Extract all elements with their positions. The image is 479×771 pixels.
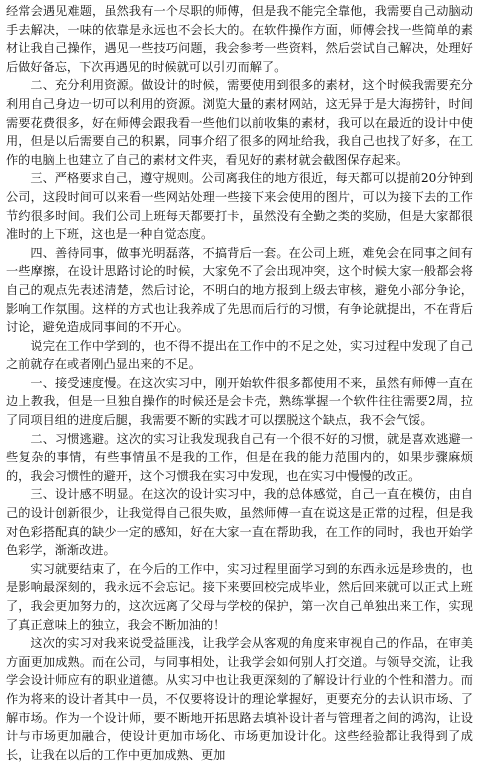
- paragraph-continuation: 经常会遇见难题，虽然我有一个尽职的师傅，但是我不能完全靠他，我需要自己动脑动手去解决，一味的依靠是永远也不会长大的。在软件操作方面，师傅会找一些简单的素材让我自己操作，遇见一些技巧问题，我会参考一些资料，然后尝试自己解决，处理好后做好备忘，下次再遇见的时候就可以引刃而解了。: [6, 4, 473, 74]
- paragraph-slow-learning: 一、接受速度慢。在这次实习中，刚开始软件很多都使用不来，虽然有师傅一直在边上教我，但是一旦独自操作的时候还是会卡壳，熟练掌握一个软件往往需要2周，拉了同项目组的进度后腿，我需要不断的实践才可以摆脱这个缺点，我不会气馁。: [6, 375, 473, 428]
- paragraph-treat-colleagues-well: 四、善待同事，做事光明磊落，不搞背后一套。在公司上班，难免会在同事之间有一些摩擦，在设计思路讨论的时候，大家免不了会出现冲突，这个时候大家一般都会将自己的观点先表述清楚，然后讨论，不明白的地方报到上级去审核，避免小部分争论，影响工作氛围。这样的方式也让我养成了先思而后行的习惯，有争论就提出，不在背后讨论，避免造成同事间的不开心。: [6, 245, 473, 335]
- paragraph-shortcomings-intro: 说完在工作中学到的，也不得不提出在工作中的不足之处，实习过程中发现了自己之前就存在或者刚凸显出来的不足。: [6, 338, 473, 372]
- paragraph-strict-with-self: 三、严格要求自己，遵守规则。公司离我住的地方很近，每天都可以提前20分钟到公司，这段时间可以来看一些网站处理一些接下来会使用的图片，可以为接下去的工作节约很多时间。我们公司上班每天都要打卡，虽然没有全勤之类的奖励，但是大家都很准时的上下班，这也是一种自觉态度。: [6, 171, 473, 242]
- paragraph-avoidance-habit: 二、习惯逃避。这次的实习让我发现我自己有一个很不好的习惯，就是喜欢逃避一些复杂的事情，有些事情虽不是我的工作，但是在我的能力范围内的，如果步骤麻烦的，我会习惯性的避开，这个习惯我在实习中发现，也在实习中慢慢的改正。: [6, 431, 473, 483]
- paragraph-benefits-summary: 这次的实习对我来说受益匪浅，让我学会从客观的角度来审视自己的作品，在审美方面更加成熟。而在公司，与同事相处，让我学会如何别人打交道。与领导交流，让我学会设计师应有的职业道德。从实习中也让我更深刻的了解设计行业的个性和潜力。而作为将来的设计者其中一员，不仅要将设计的理论掌握好，更要充分的去认识市场、了解市场。作为一个设计师，要不断地开拓思路去填补设计者与管理者之间的鸿沟，让设计与市场更加融合，使设计更加市场化、市场更加设计化。这些经验都让我得到了成长，让我在以后的工作中更加成熟、更加: [6, 636, 473, 762]
- paragraph-internship-ending: 实习就要结束了，在今后的工作中，实习过程里面学习到的东西永远是珍贵的，也是影响最深刻的，我永远不会忘记。接下来要回校完成毕业，然后回来就可以正式上班了，我会更加努力的，这次远离了父母与学校的保护，第一次自己单独出来工作，实现了真正意味上的独立，我会不断加油的！: [6, 561, 473, 632]
- paragraph-weak-design-sense: 三、设计感不明显。在这次的设计实习中，我的总体感觉，自己一直在模仿，由自己的设计创新很少，让我觉得自己很失败，虽然师傅一直在说这是正常的过程，但是我对色彩搭配真的缺少一定的感知，好在大家一直在帮助我，在工作的同时，我也开始学色彩学，渐渐改进。: [6, 487, 473, 558]
- paragraph-make-use-of-resources: 二、充分利用资源。做设计的时候，需要使用到很多的素材，这个时候我需要充分利用自己身边一切可以利用的资源。浏览大量的素材网站，这无异于是大海捞针，时间需要花费很多，好在师傅会跟我看一些他们以前收集的素材，我可以在最近的设计中使用，但是以后需要自己的积累，同事介绍了很多的网址给我，我自己也找了好多，在工作的电脑上也建立了自己的素材文件夹，看见好的素材就会截图保存起来。: [6, 78, 473, 167]
